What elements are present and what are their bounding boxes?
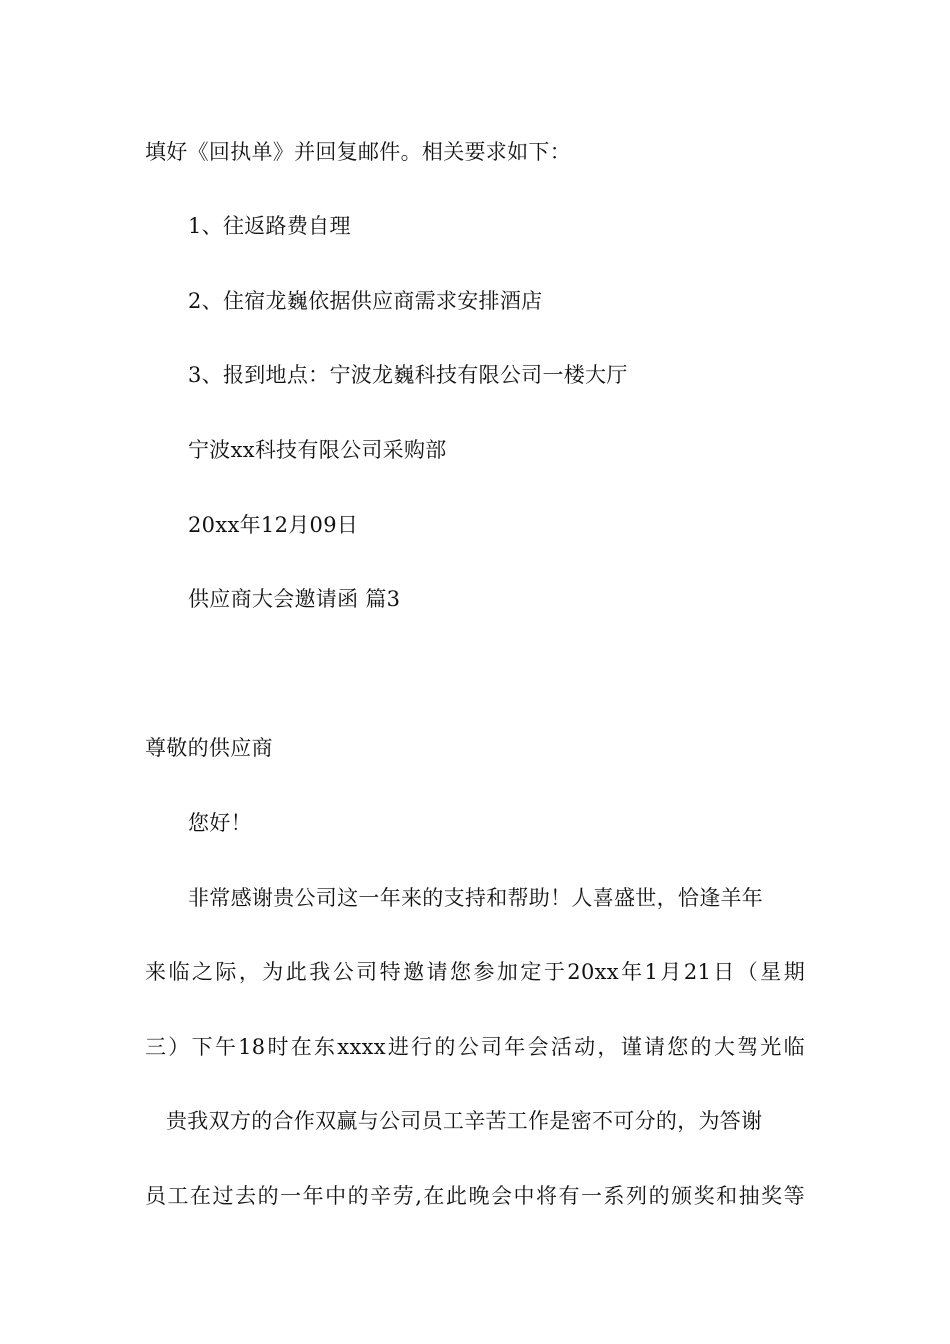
section-heading: 供应商大会邀请函 篇3 [188, 587, 401, 611]
list-item-registration-location: 3、报到地点：宁波龙巍科技有限公司一楼大厅 [188, 363, 628, 387]
list-item-travel-expenses: 1、往返路费自理 [188, 214, 351, 238]
body-line-1: 非常感谢贵公司这一年来的支持和帮助！人喜盛世，恰逢羊年 [188, 886, 764, 910]
body-line-2: 来临之际，为此我公司特邀请您参加定于20xx年1月21日（星期 [145, 960, 805, 984]
salutation: 尊敬的供应商 [145, 736, 273, 760]
list-item-accommodation: 2、住宿龙巍依据供应商需求安排酒店 [188, 289, 543, 313]
greeting: 您好！ [188, 811, 252, 835]
signature-department: 宁波xx科技有限公司采购部 [188, 438, 447, 462]
body-line-3: 三）下午18时在东xxxx进行的公司年会活动，谨请您的大驾光临 [145, 1035, 805, 1059]
body-line-5: 员工在过去的一年中的辛劳,在此晚会中将有一系列的颁奖和抽奖等 [145, 1184, 805, 1208]
body-line-4: 贵我双方的合作双赢与公司员工辛苦工作是密不可分的，为答谢 [166, 1109, 763, 1133]
paragraph-reply-instruction: 填好《回执单》并回复邮件。相关要求如下： [145, 140, 571, 164]
signature-date: 20xx年12月09日 [188, 513, 359, 537]
